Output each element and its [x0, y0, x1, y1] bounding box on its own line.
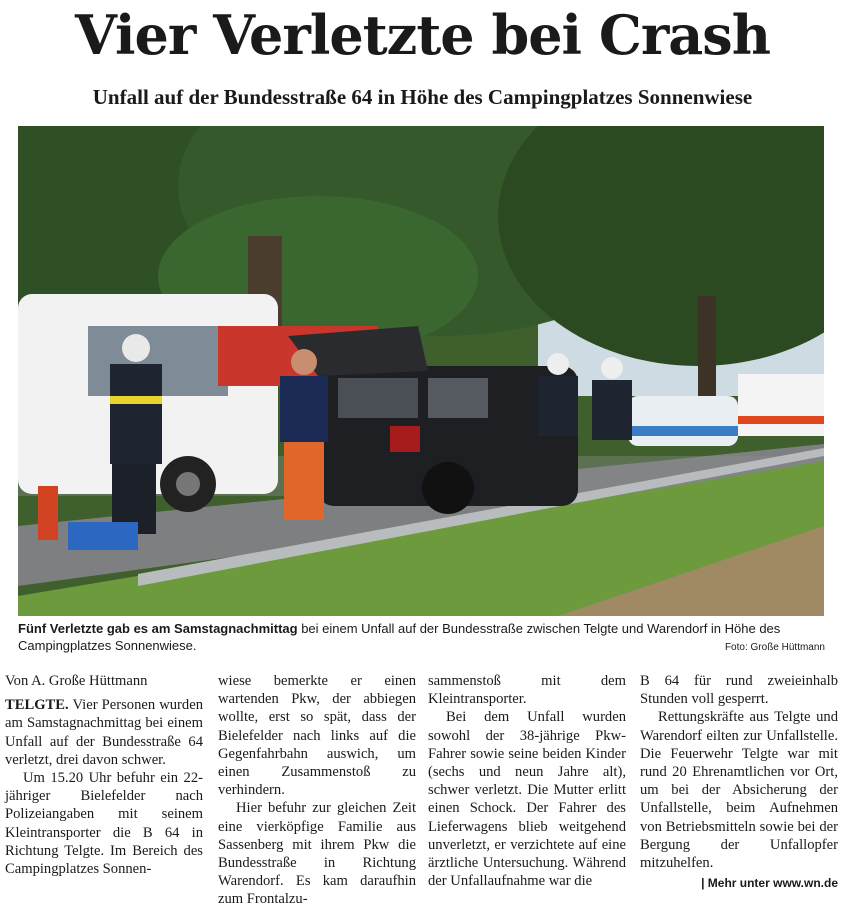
paragraph-2-continued: wiese bemerkte er einen wartenden Pkw, der abbiegen wollte, erst so spät, dass der Bielefelder nach links auf die Gegenfahrbahn auswich, um einen Zusammenstoß zu verhindern.	[218, 673, 416, 799]
paragraph-3-continued: sammenstoß mit dem Kleintransporter.	[428, 673, 626, 708]
paragraph-2: Um 15.20 Uhr befuhr ein 22-jähriger Bielefelder nach Polizeiangaben mit seinem Kleintransporter die B 64 in Richtung Telgte. Im Bereich des Campingplatzes Sonnen-	[5, 770, 203, 878]
photo-caption	[18, 620, 826, 654]
paragraph-3: Hier befuhr zur gleichen Zeit eine vierköpfige Familie aus Sassenberg mit ihrem Pkw die Bundesstraße in Richtung Warendorf. Es kam daraufhin zum Frontalzu-	[218, 800, 416, 908]
article-photo	[18, 126, 824, 616]
paragraph-1	[5, 696, 203, 769]
dateline: TELGTE.	[5, 697, 69, 714]
caption-lead: Fünf Verletzte gab es am Samstagnachmittag	[18, 621, 298, 636]
paragraph-4: Bei dem Unfall wurden sowohl der 38-jährige Pkw-Fahrer sowie seine beiden Kinder (sechs und neun Jahre alt), schwer verletzt. Die Mutter erlitt einen Schock. Der Fahrer des Lieferwagens blieb weitgehend unverletzt, er verzichtete auf eine ärztliche Untersuchung. Während der Unfallaufnahme war die	[428, 709, 626, 890]
paragraph-5: Rettungskräfte aus Telgte und Warendorf eilten zur Unfallstelle. Die Feuerwehr Telgte war mit rund 20 Ehrenamtlichen vor Ort, um bei der Absicherung der Unfallstelle, beim Aufnehmen von Betriebsmitteln sowie bei der Bergung der Unfallopfer mitzuhelfen.	[640, 709, 838, 872]
article-column-3	[428, 672, 626, 890]
article-column-4	[640, 672, 838, 892]
photo-credit: Foto: Große Hüttmann	[724, 642, 825, 653]
paragraph-1-text: Vier Personen wurden am Samstagnachmittag bei einem Unfall auf der Bundesstraße 64 verletzt, drei davon schwer.	[5, 697, 203, 768]
article-column-2	[218, 672, 416, 909]
more-link[interactable]: | Mehr unter www.wn.de	[701, 876, 838, 891]
headline: Vier Verletzte bei Crash	[75, 3, 770, 67]
paragraph-4-continued: B 64 für rund zweieinhalb Stunden voll gesperrt.	[640, 673, 838, 708]
article-column-1	[5, 672, 203, 878]
byline: Von A. Große Hüttmann	[5, 673, 148, 689]
subheadline: Unfall auf der Bundesstraße 64 in Höhe des Campingplatzes Sonnenwiese	[92, 85, 753, 109]
caption-text: bei einem Unfall auf der Bundesstraße zwischen Telgte und Warendorf in Höhe des Campingplatzes Sonnenwiese.	[18, 621, 781, 653]
accident-scene-illustration	[18, 126, 824, 616]
